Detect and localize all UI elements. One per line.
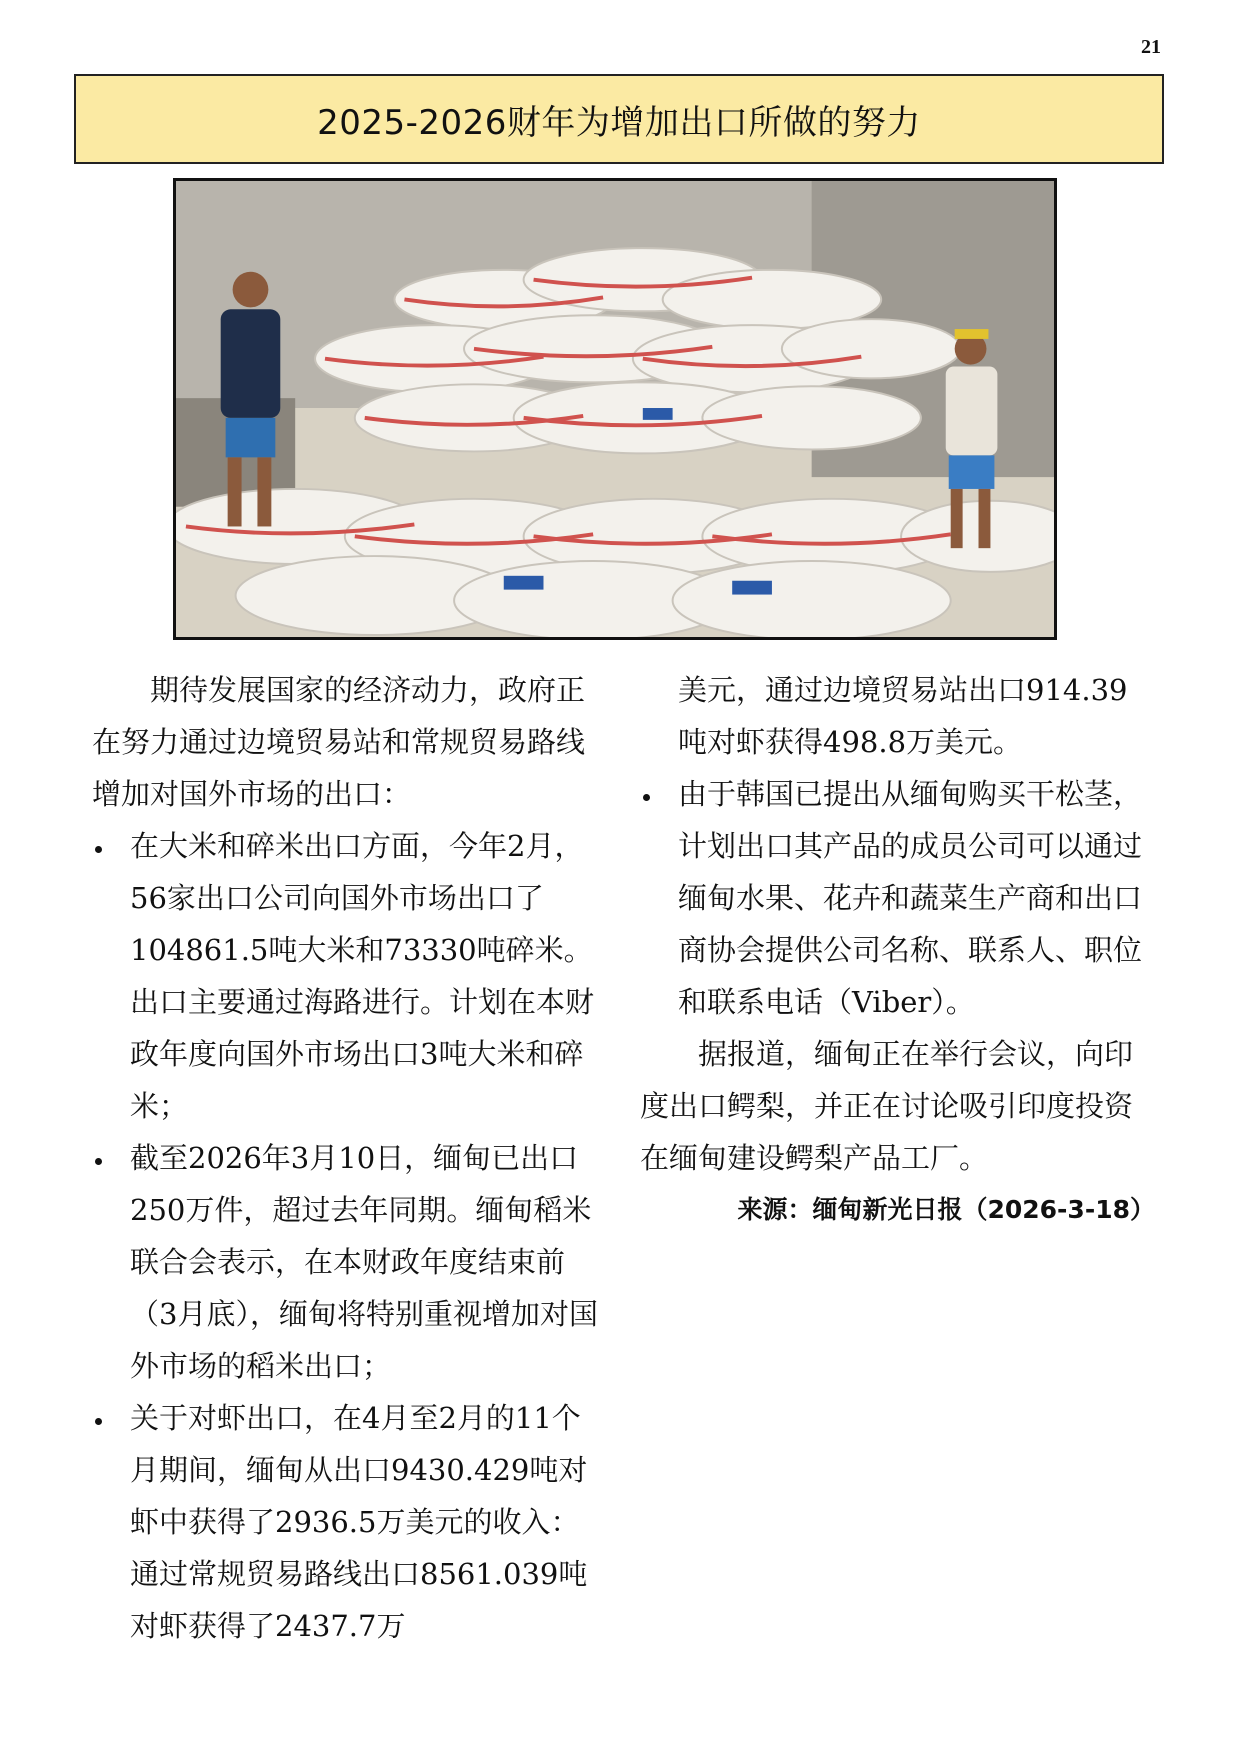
bullet-korea-pine-stem: 由于韩国已提出从缅甸购买干松茎，计划出口其产品的成员公司可以通过缅甸水果、花卉和蔬菜生产商和出口商协会提供公司名称、联系人、职位和联系电话（Viber）。 [640,768,1155,1028]
title-banner [74,74,1164,164]
page-title: 2025-2026财年为增加出口所做的努力 [317,102,921,143]
bullet-rice-export: 在大米和碎米出口方面，今年2月，56家出口公司向国外市场出口了104861.5吨大米和73330吨碎米。出口主要通过海路进行。计划在本财政年度向国外市场出口3吨大米和碎米； [92,820,602,1132]
page-number: 21 [1141,36,1161,58]
right-column [640,664,1155,1236]
left-column [92,664,602,1652]
export-bullet-list-right [640,768,1155,1028]
photo-illustration [176,181,1054,637]
source-credit: 来源：缅甸新光日报（2026-3-18） [737,1195,1155,1224]
bullet-shrimp-export: 关于对虾出口，在4月至2月的11个月期间，缅甸从出口9430.429吨对虾中获得了2936.5万美元的收入：通过常规贸易路线出口8561.039吨对虾获得了2437.7万 [92,1392,602,1652]
shrimp-continuation: 美元，通过边境贸易站出口914.39吨对虾获得498.8万美元。 [678,673,1128,759]
avocado-paragraph: 据报道，缅甸正在举行会议，向印度出口鳄梨，并正在讨论吸引印度投资在缅甸建设鳄梨产品工厂。 [640,1037,1134,1175]
rice-bags-photo [173,178,1057,640]
export-bullet-list [92,820,602,1652]
intro-paragraph: 期待发展国家的经济动力，政府正在努力通过边境贸易站和常规贸易路线增加对国外市场的出口： [92,673,586,811]
bullet-rice-federation: 截至2026年3月10日，缅甸已出口250万件，超过去年同期。缅甸稻米联合会表示，在本财政年度结束前（3月底），缅甸将特别重视增加对国外市场的稻米出口； [92,1132,602,1392]
